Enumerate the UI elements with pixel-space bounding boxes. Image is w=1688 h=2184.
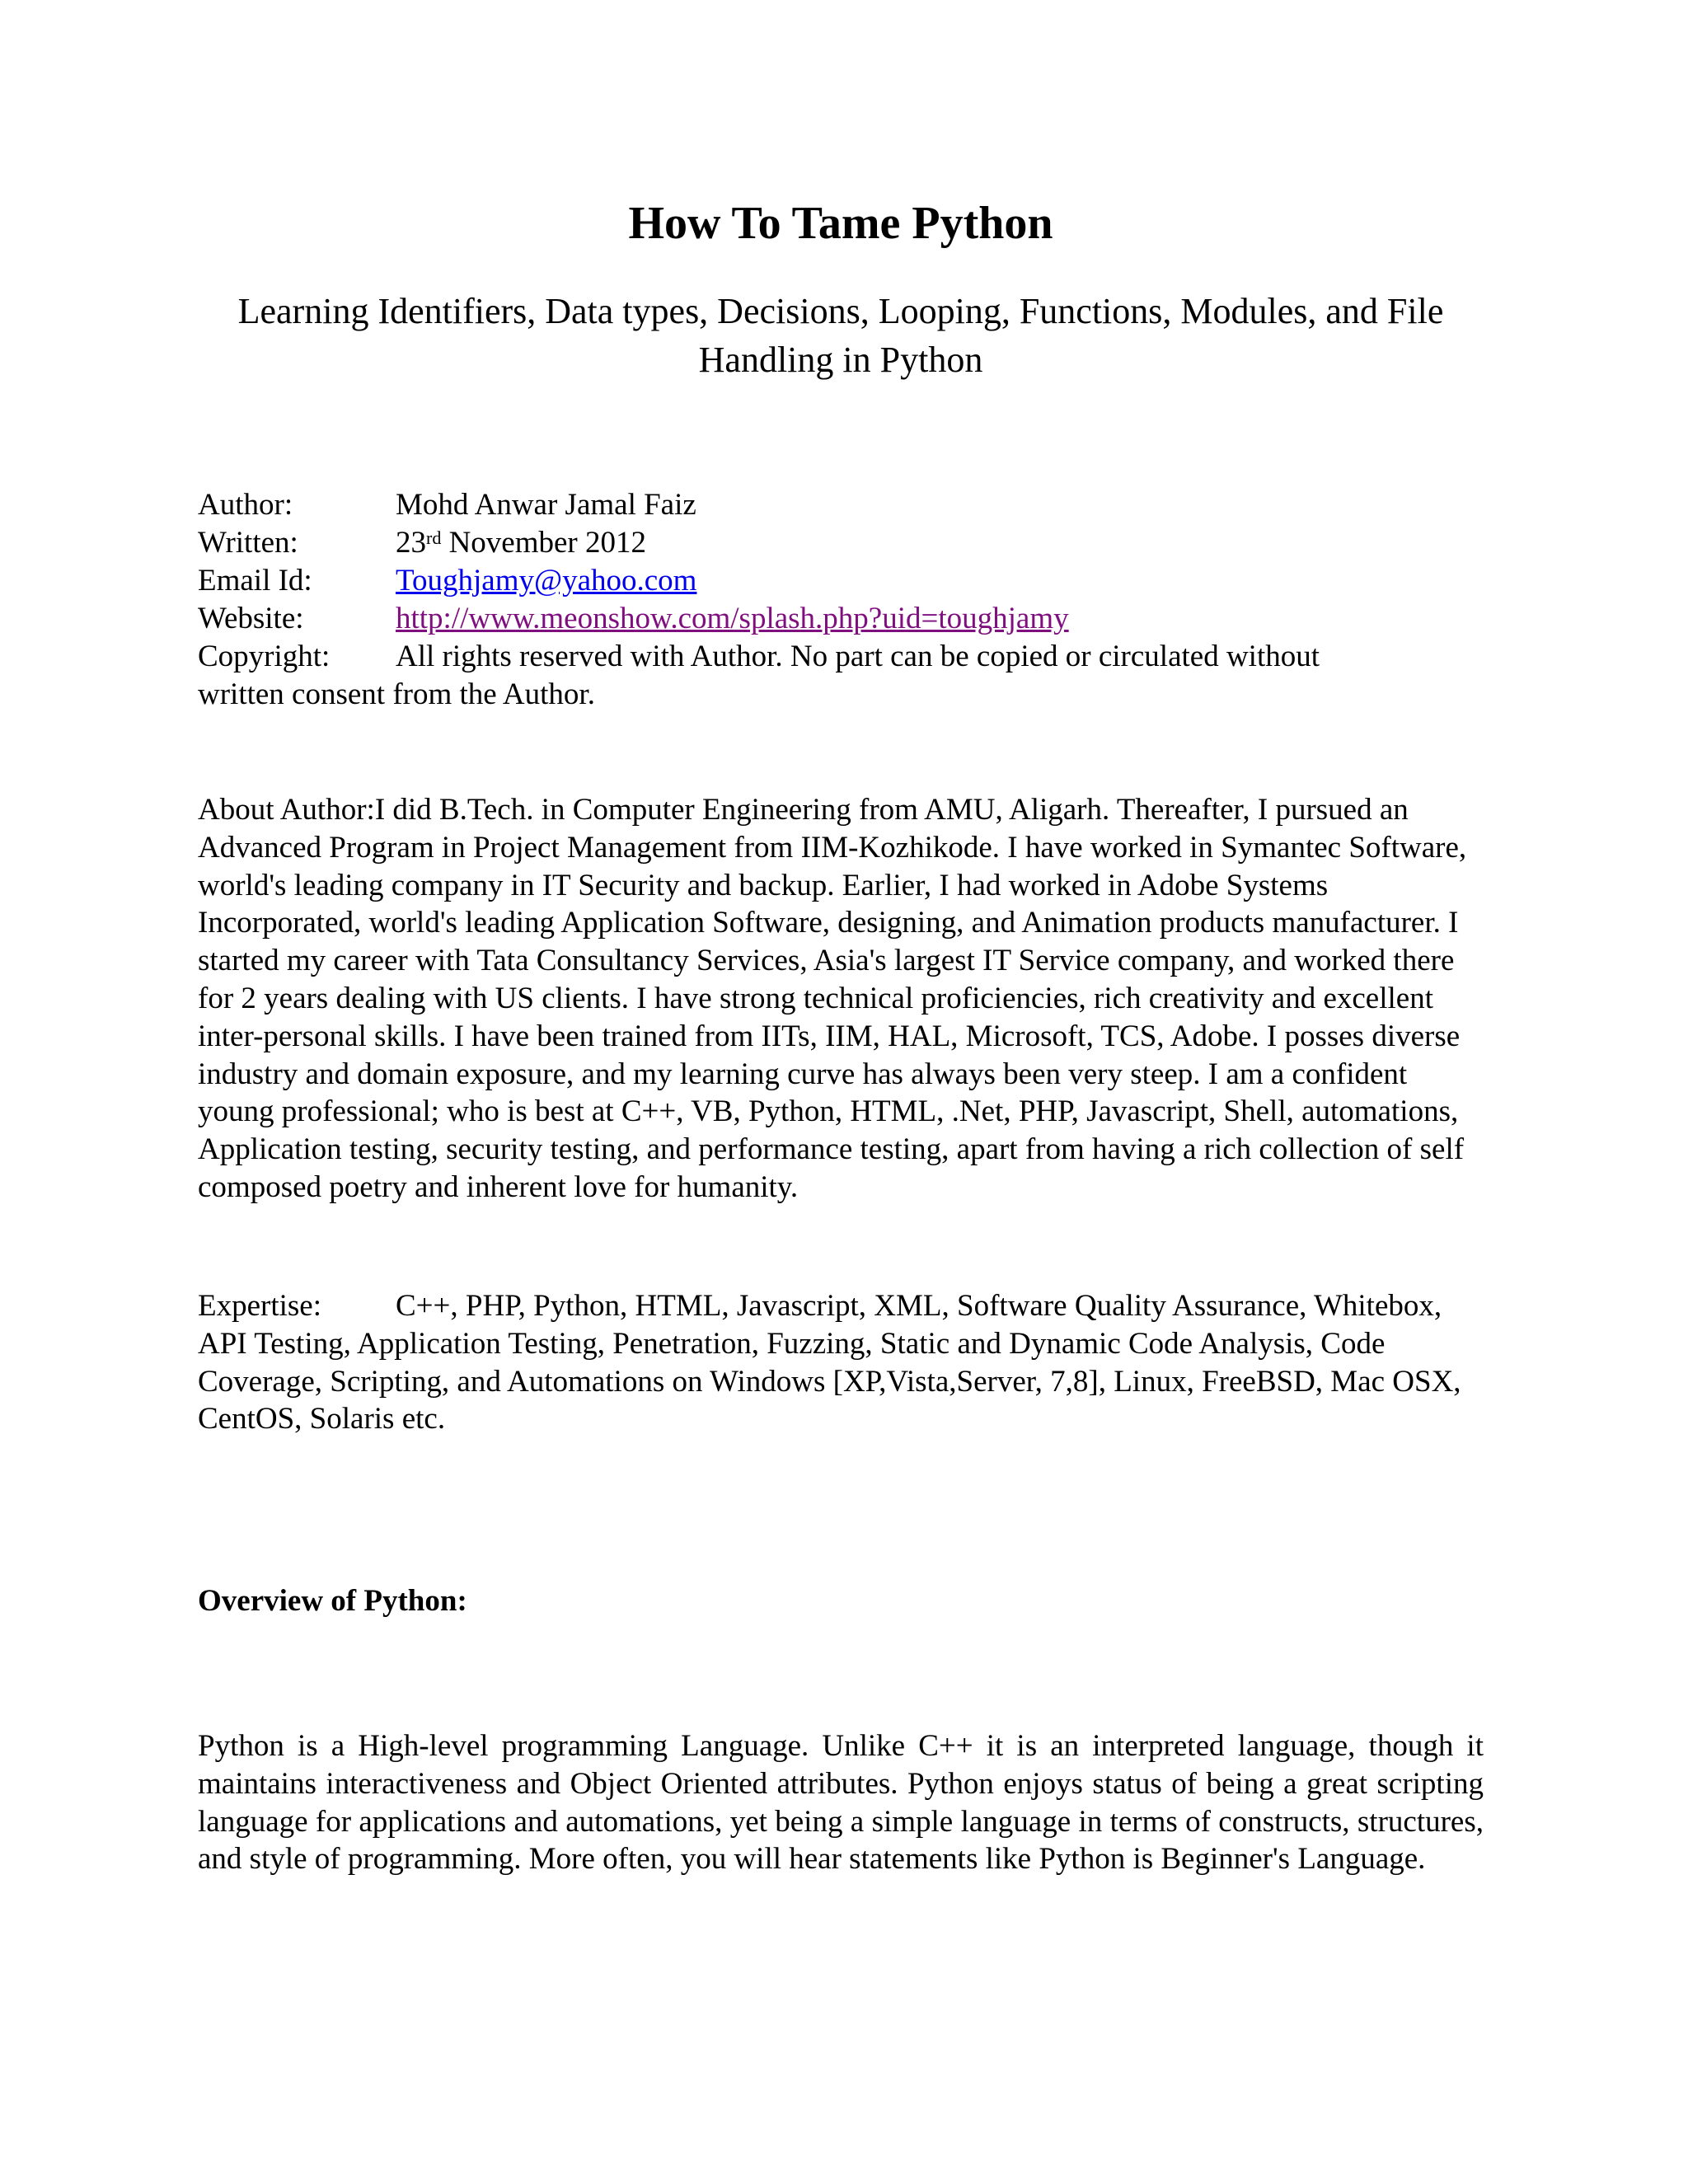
expertise-text: C++, PHP, Python, HTML, Javascript, XML, Software Quality Assurance, Whitebox, API Testing, Application Testing, Penetration, Fuzzing, Static and Dynamic Code Analysis, Code Coverage, Scripting, and Automations on Windows [XP,Vista,Server, 7,8], Linux, FreeBSD, Mac OSX, CentOS, Solaris etc. — [198, 1289, 1461, 1436]
written-ordinal: rd — [426, 527, 442, 548]
copyright-line-2: written consent from the Author. — [198, 677, 595, 711]
copyright-line-1: All rights reserved with Author. No part can be copied or circulated without — [396, 640, 1320, 673]
document-title: How To Tame Python — [628, 198, 1053, 249]
website-label: Website: — [198, 602, 304, 635]
about-author-text: I did B.Tech. in Computer Engineering from AMU, Aligarh. Thereafter, I pursued an Advanced Program in Project Management from IIM-Kozhikode. I have worked in Symantec Software, world's leading company in IT Security and backup. Earlier, I had worked in Adobe Systems Incorporated, world's leading Application Software, designing, and Animation products manufacturer. I started my career with Tata Consultancy Services, Asia's largest IT Service company, and worked there for 2 years dealing with US clients. I have strong technical proficiencies, rich creativity and excellent inter-personal skills. I have been trained from IITs, IIM, HAL, Microsoft, TCS, Adobe. I posses diverse industry and domain exposure, and my learning curve has always been very steep. I am a confident young professional; who is best at C++, VB, Python, HTML, .Net, PHP, Javascript, Shell, automations, Application testing, security testing, and performance testing, apart from having a rich collection of self composed poetry and inherent love for humanity. — [198, 793, 1467, 1204]
expertise-paragraph — [198, 1287, 1484, 1438]
overview-heading: Overview of Python: — [198, 1584, 467, 1618]
written-month-year: November 2012 — [441, 526, 646, 560]
expertise-label: Expertise: — [198, 1289, 322, 1323]
author-label: Author: — [198, 488, 293, 522]
document-subtitle — [198, 287, 1484, 384]
copyright-label: Copyright: — [198, 640, 331, 673]
email-link[interactable]: Toughjamy@yahoo.com — [396, 564, 697, 598]
subtitle-line-1: Learning Identifiers, Data types, Decisions, Looping, Functions, Modules, and File — [237, 291, 1444, 331]
website-link[interactable]: http://www.meonshow.com/splash.php?uid=toughjamy — [396, 602, 1069, 635]
written-row — [198, 524, 1484, 562]
subtitle-line-2: Handling in Python — [698, 340, 983, 380]
overview-paragraph: Python is a High-level programming Language. Unlike C++ it is an interpreted language, though it maintains interactiveness and Object Oriented attributes. Python enjoys status of being a great scripting language for applications and automations, yet being a simple language in terms of constructs, structures, and style of programming. More often, you will hear statements like Python is Beginner's Language. — [198, 1729, 1484, 1877]
about-author-label: About Author: — [198, 793, 375, 827]
written-label: Written: — [198, 526, 298, 560]
about-author-paragraph — [198, 791, 1484, 1207]
copyright-row — [198, 638, 1484, 676]
website-row — [198, 600, 1484, 638]
author-metadata — [198, 486, 1484, 714]
author-value: Mohd Anwar Jamal Faiz — [396, 488, 696, 522]
email-label: Email Id: — [198, 564, 312, 598]
written-day: 23 — [396, 526, 426, 560]
email-row — [198, 562, 1484, 600]
written-value — [396, 524, 1484, 562]
author-row — [198, 486, 1484, 524]
